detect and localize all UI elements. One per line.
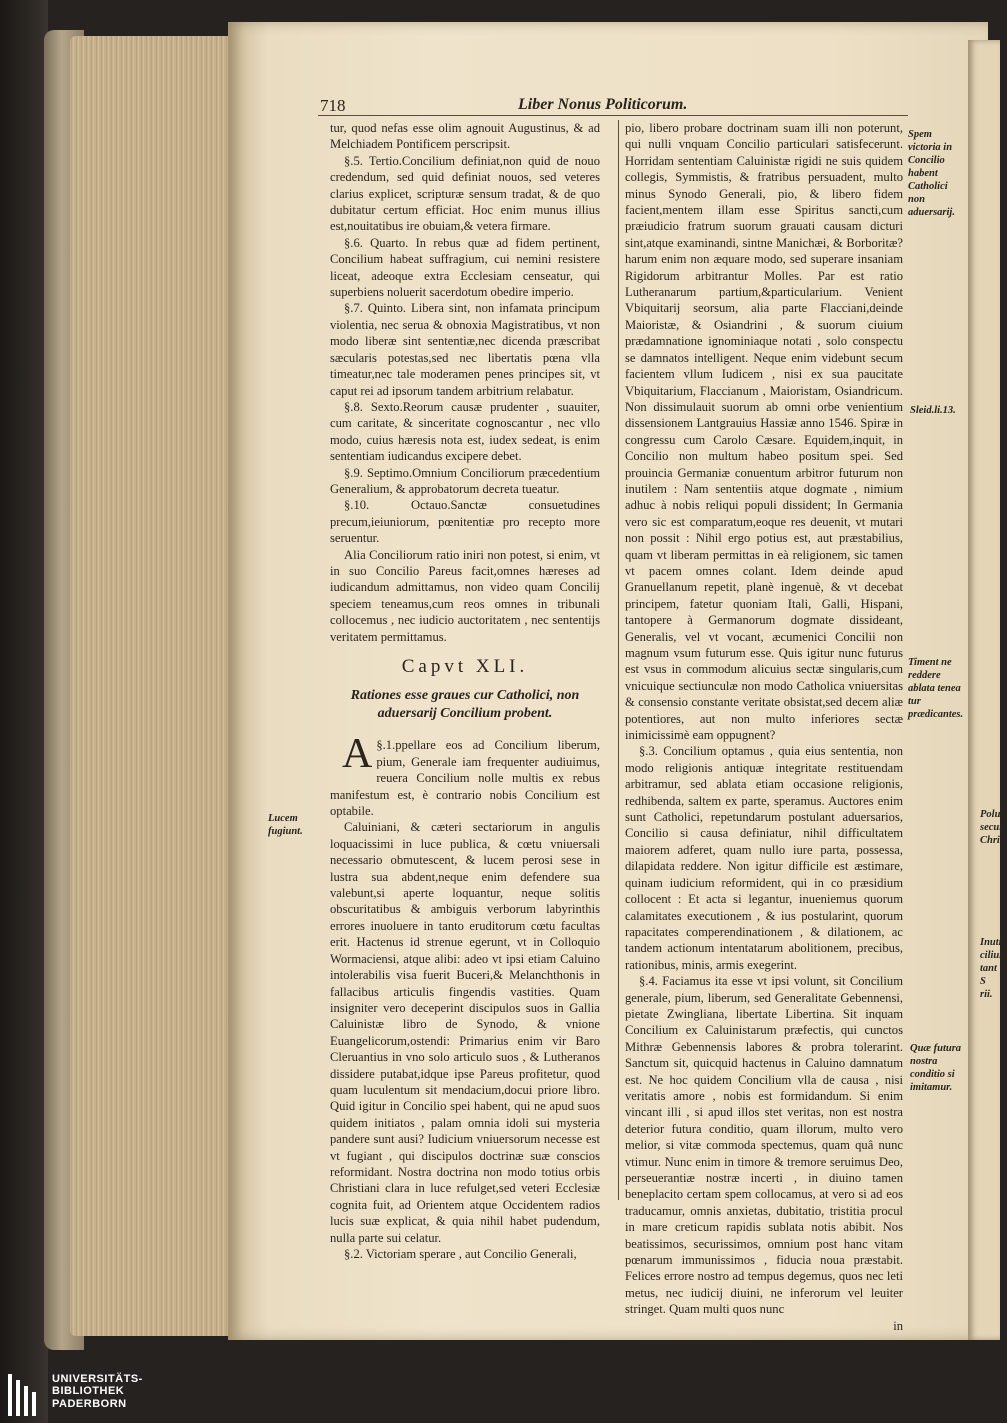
page-number: 718 xyxy=(320,96,346,115)
paragraph: §.9. Septimo.Omnium Conciliorum præcedentium Generalium, & approbatorum decreta tueatur. xyxy=(330,465,600,496)
paragraph-text: ppellare eos ad Concilium liberum, pium, Generale iam frequenter audiuimus, reuera Concilium nolle multis ex rebus manifestum est, è contrario nobis Concilium est optabile. xyxy=(330,738,600,819)
chapter-subtitle: Rationes esse graues cur Catholici, non aduersarij Concilium probent. xyxy=(350,688,580,722)
paragraph: §.8. Sexto.Reorum causæ prudenter , suauiter, cum caritate, & sinceritate cognoscantur , nec vllo modo, cuius hæresis nota est, iudex sedeat, is enim sententiam iudicandus excipere debet. xyxy=(330,399,600,464)
left-column xyxy=(330,120,600,1262)
margin-note: Inutil cilium tant S rii. xyxy=(980,937,1007,1000)
paragraph: §.6. Quarto. In rebus quæ ad fidem pertinent, Concilium habeat suffragium, cui nemini resistere liceat, adeoque extra Ecclesiam censeatur, qui superbiens noluerit sacerdotum obedire imperio. xyxy=(330,235,600,300)
right-column xyxy=(625,120,903,1334)
paragraph: §.5. Tertio.Concilium definiat,non quid de nouo credendum, sed quid definiat nouos, sed veteres clarius explicet, scripturæ sensum tradat, & de quo dubitatur certum efficiat. Hoc enim munus illius est,nouitatibus ire obuiam,& vetera firmare. xyxy=(330,153,600,234)
book-spine-shadow xyxy=(0,0,48,1423)
facing-page-edge xyxy=(968,40,1007,1340)
catchword: in xyxy=(893,1318,903,1333)
paragraph: pio, libero probare doctrinam suam illi non poterunt, qui nulli vnquam Concilio particulari satisfecerunt. Horridam sententiam Caluinistæ rigidi ne suis quidem collegis, Symmistis, & fratribus persuadent, multo minus Synodo Generali, pio, & libero fidem facient,mentem illam esse Spiritus sancti,cum præiudicio fratrum suorum grauati causam dicturi sint,atque examinandi, sintne Manichæi, & Borboritæ? harum enim non æquare modo, sed superare insaniam Rigidorum arbitrantur Molles. Par est ratio Lutheranarum partium,&particularium. Venient Vbiquitarij seorsum, alia parte Flacciani,deinde Maioristæ, & Osiandrini , & suorum ciuium prædamnatione ignominiaque notati , solo conspectu se damnatos intelligent. Neque enim videbunt secum facientem vllum Iudicem , nisi ex sua paucitate Vbiquitarium, Flaccianum , Maioristam, Osiandricum. Non dissimulauit suorum ab omni orbe venientium dissensionem Lantgrauius Hassiæ anno 1546. Spiræ in congressu cum Carolo Cæsare. Equidem,inquit, in Concilio non multum habeo positum spei. Sed prouincia Germaniæ conuentum arbitror futurum non inutilem : Nam sententiis atque dogmate , nimium adhuc à nobis reliqui populi dissident; In Germania vero sic est comparatum,eoque res deuenit, vt mutari non possit : Nihil ergo potius est, aut præstabilius, quam vt liberam permittas in eà religionem, sic tamen vt pacem omnes colant. Idem deinde apud Granuellanum repetit, planè ingenuè, & vt decebat principem, fatetur quoniam Itali, Galli, Hispani, tantopere à Germanorum dogmate dissideant, Generalis, vel vt vocant, æcumenici Concilii non magnum vsum futurum esse. Quis igitur nunc futurus est vsus in commodum alicuius sectæ singularis,cum vnicuique sectiunculæ non modo Catholica vniuersitas & consensio constante veritate obsistat,sed decem aliæ potentiores, aut non multo inferiores sectæ inimicissimè eam oppugnent? xyxy=(625,121,903,743)
paragraph: Caluiniani, & cæteri sectariorum in angulis loquacissimi in luce publica, & cœtu vniuersali necessario obmutescent, & lucem perosi sese in lustra sua abdent,neque enim defendere sua valebunt,si aperte loquantur, neque solitis obscuritatibus & ambiguis verborum labyrinthis errores inuoluere in tanto eruditorum cœtu facultas erit. Hactenus id strenue egerunt, vt in Colloquio Wormaciensi, atque alibi: adeo vt ipsi etiam Caluino intolerabilis visa fuerit Buceri,& Melanchthonis in fallacibus articulis fingendis vastities. Quam insigniter vero deceperint discipulos suos in Gallia Caluinistæ libro de Synodo, & vnione Euangelicorum,ostendi: Primarius enim vir Baro Cleruantius in vno solo articulo suos , & Lutheranos dissidere putabat,idque ipse Pareus profitetur, quod quam luculentum sit mendacium,docui priore libro. Quid igitur in Concilio spei habent, qui ne apud suos quidem initiatos , palam omnia idoli sui mysteria pandere sunt ausi? Iudicium vniuersorum necesse est vt fugiant , qui discipulos doctrinæ suæ conscios reformidant. Nostra doctrina non modo totius orbis Christiani clara in luce refulget,sed veteri Ecclesiæ cognita fuit, ad Orientem atque Occidentem radios lucis suæ explicat, & quia nihil habet pudendum, nulla parte sui celatur. xyxy=(330,820,600,1245)
paragraph: §.4. Faciamus ita esse vt ipsi volunt, sit Concilium generale, pium, liberum, sed Generalitate Gebennensi, pietate Zwingliana, libertate Libertina. Sit inquam Concilium ex Caluinistarum præfectis, qui cunctos Mithræ Gebennensis labores & probra tolerarint. Sanctum sit, quicquid hactenus in Caluino damnatum est. Ne hoc quidem Concilium vlla de causa , nisi veritatis amore , nobis est formidandum. Si enim vincant illi , si apud illos stet veritas, non est nostra deterior futura conditio, quam illorum, multo vero melior, si vitæ commoda spectemus, quam quâ nunc vtimur. Nunc enim in timore & tremore seruimus Deo, perseuerantiæ nostræ incerti , in diuino tamen beneplacito certam spem collocamus, at vero si ad eos traducamur, omnis anxietas, dubitatio, tristitia procul in mare creticum rapidis sublata notis abibit. Nos beatissimos, securissimos, omnium post hanc vitam pœnarum immunissimos , fiducia noua præstabit. Felices errore nostro ad tempus degemus, quos nec leti metus, nec iudicij diuini, ne inferorum vel leuiter stringet. Quam multi quos nunc xyxy=(625,974,903,1317)
column-rule xyxy=(618,120,619,1200)
paragraph: §.7. Quinto. Libera sint, non infamata principum violentia, nec serua & obnoxia Magistratibus, vt non modo liberæ sint sententiæ,nec dicenda præscribat sæcularis potestas,sed nec libertatis pœna vlla timeatur,nec tale moderamen penes principes sit, vt caput rei ad ipsorum tandem arbitrium relabatur. xyxy=(330,301,600,398)
dropcap-paragraph xyxy=(330,731,600,819)
chapter-heading: Capvt XLI. xyxy=(401,656,529,677)
logo-line: UNIVERSITÄTS- xyxy=(52,1373,143,1385)
logo-line: BIBLIOTHEK xyxy=(52,1385,125,1398)
paragraph-label: §.1. xyxy=(376,738,396,753)
drop-cap: A xyxy=(342,731,373,778)
running-head: Liber Nonus Politicorum. xyxy=(518,96,688,113)
logo-line: PADERBORN xyxy=(52,1397,127,1410)
paragraph: §.10. Octauo.Sanctæ consuetudines precum,ieiuniorum, pœnitentiæ pro recepto more seruentur. xyxy=(330,498,600,546)
library-logo-text xyxy=(52,1373,143,1410)
margin-note: Spem victoria in Concilio habent Catholici non aduersarij. xyxy=(908,129,955,218)
margin-note: Sleid.li.13. xyxy=(910,405,956,416)
paragraph: §.3. Concilium optamus , quia eius sententia, non modo religionis antiquæ integritate restituendam arbitramur, sed ablata etiam occasione religionis, redhibenda, saltem ex parte, speramus. Auctores enim sunt Catholici, repetundarum postulant aduersarios, Concilio si causa definiatur, nihil difficultatem maiorem adferet, quam nullo iure parta, possessa, dilapidata reddere. Non igitur difficile est æstimare, quinam iudicium reformident, qui in co præsidium collocent : Et acta si legantur, inueniemus quorum calamitates executionem , & ius postularint, quorum rapacitates comperendinationem , & dilationem, ac tandem actionum intentatarum abolitionem, precibus, rationibus, minis, armis exegerint. xyxy=(625,744,903,972)
header-rule xyxy=(318,115,908,116)
margin-note: Lucem fugiunt. xyxy=(268,813,303,837)
paragraph: tur, quod nefas esse olim agnouit Augustinus, & ad Melchiadem Pontificem perscripsit. xyxy=(330,121,600,152)
page-block-edge xyxy=(70,36,235,1336)
paragraph: Alia Conciliorum ratio iniri non potest, si enim, vt in suo Concilio Pareus facit,omnes hæreses ad iudicandum admittamus, non video quam Concilij speciem teneamus,cum reos omnes in tribunali collocemus , nec iudicio auctoritatem , nec sententijs veritatem permittamus. xyxy=(330,547,600,644)
margin-note: Quæ futura nostra conditio si imitamur. xyxy=(910,1043,962,1093)
margin-note: Poluis secur Chris xyxy=(980,809,1007,846)
paragraph: §.2. Victoriam sperare , aut Concilio Generali, xyxy=(344,1247,577,1261)
library-logo-icon xyxy=(6,1372,42,1418)
margin-note: Timent ne reddere ablata tenea tur prædicantes. xyxy=(908,657,964,720)
